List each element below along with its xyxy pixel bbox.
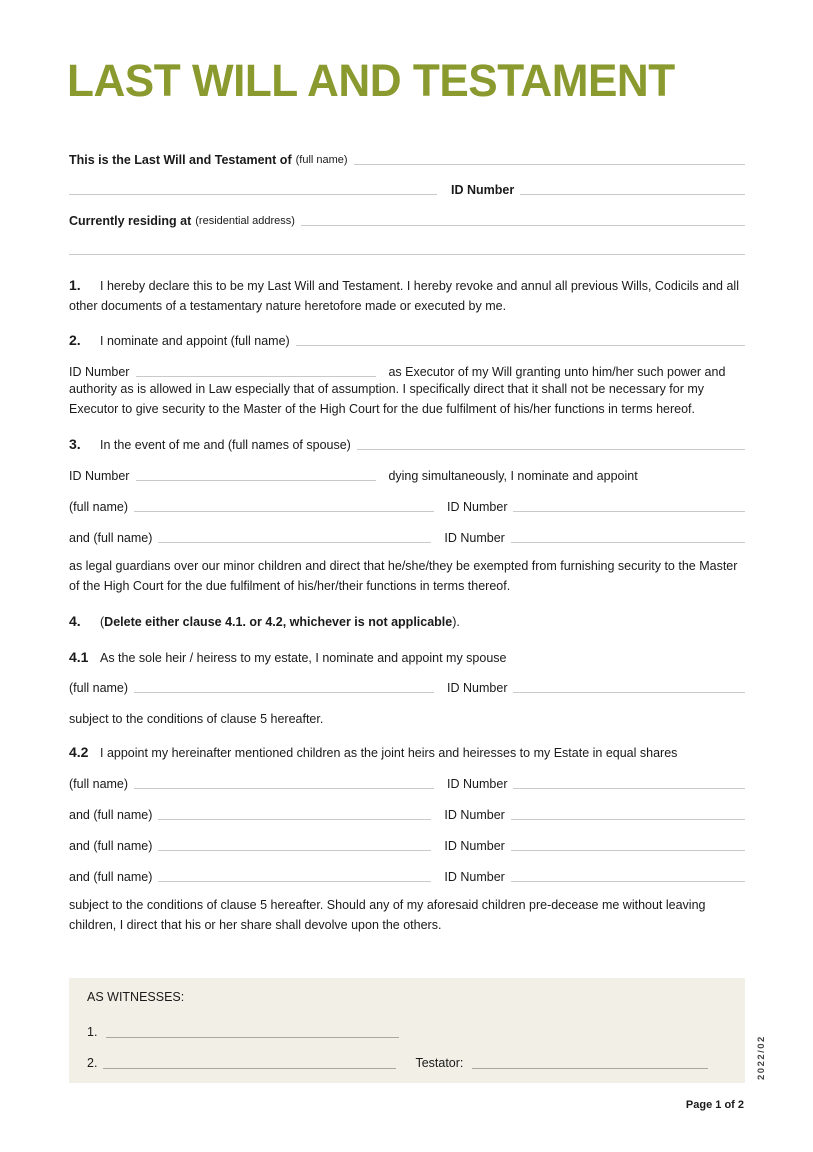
clause-3-number: 3.	[69, 436, 81, 452]
testator-name-field[interactable]	[354, 163, 745, 165]
guardian-1-row	[69, 497, 745, 513]
executor-name-field[interactable]	[296, 344, 745, 346]
guardian-2-row	[69, 528, 745, 544]
testator-id-field[interactable]	[520, 193, 745, 195]
clause-1-text: I hereby declare this to be my Last Will and Testament. I hereby revoke and annul all previous Wills, Codicils and all other documents of a testamentary nature heretofore made or executed by me.	[69, 279, 739, 313]
witness-2-label: 2.	[87, 1056, 98, 1070]
child-id-field[interactable]	[513, 787, 745, 789]
guardian-2-id-field[interactable]	[511, 541, 745, 543]
intro-hint: (full name)	[295, 154, 348, 166]
executor-id-row	[69, 362, 745, 378]
residence-row-2	[69, 240, 745, 256]
clause-4-close: ).	[452, 614, 460, 629]
guardian-1-label: (full name)	[69, 499, 129, 514]
executor-after-id: as Executor of my Will granting unto him/her such power and	[388, 364, 726, 379]
witness-2-signature-field[interactable]	[103, 1067, 396, 1069]
guardian-2-name-field[interactable]	[158, 541, 431, 543]
clause-2-row	[69, 331, 745, 347]
witness-2-row	[87, 1054, 708, 1070]
child-name-field[interactable]	[158, 849, 431, 851]
clause-1-number: 1.	[69, 277, 81, 293]
clause-4-1-text: As the sole heir / heiress to my estate, I nominate and appoint my spouse	[100, 650, 507, 665]
child-row	[69, 774, 745, 790]
witness-heading: AS WITNESSES:	[87, 990, 185, 1004]
child-id-label: ID Number	[444, 869, 505, 884]
child-id-label: ID Number	[447, 776, 508, 791]
child-row	[69, 836, 745, 852]
child-name-label: (full name)	[69, 776, 129, 791]
testator-label: Testator:	[415, 1056, 464, 1070]
child-name-field[interactable]	[134, 787, 434, 789]
child-name-label: and (full name)	[69, 807, 153, 822]
page-number: Page 1 of 2	[685, 1099, 744, 1111]
child-name-field[interactable]	[158, 818, 431, 820]
spouse-id-row	[69, 466, 745, 482]
child-id-label: ID Number	[444, 807, 505, 822]
child-row	[69, 867, 745, 883]
heir-spouse-id-field[interactable]	[513, 691, 745, 693]
testator-id-row	[69, 180, 745, 196]
residence-field-2[interactable]	[69, 253, 745, 255]
spouse-name-field[interactable]	[357, 448, 745, 450]
clause-4-2-closing: subject to the conditions of clause 5 hereafter. Should any of my aforesaid children pre-decease me without leaving children, I direct that his or her share shall devolve upon the others.	[69, 898, 706, 932]
child-name-field[interactable]	[158, 880, 431, 882]
heir-spouse-name-label: (full name)	[69, 680, 129, 695]
form-version-code: 2022/02	[756, 1035, 767, 1080]
clause-3-closing: as legal guardians over our minor children and direct that he/she/they be exempted from furnishing security to the Master of the High Court for the due fulfilment of his/her/their functions in terms thereof.	[69, 559, 738, 593]
clause-2-continuation: authority as is allowed in Law especially that of assumption. I specifically direct that it shall not be necessary for my Executor to give security to the Master of the High Court for the due fulfilment of his/her functions in terms hereof.	[69, 382, 705, 416]
heir-spouse-name-field[interactable]	[134, 691, 434, 693]
clause-4-1-closing-row	[69, 709, 745, 725]
clause-4-1-closing: subject to the conditions of clause 5 hereafter.	[69, 711, 324, 726]
witness-heading-row	[87, 988, 184, 1004]
clause-2-lead: I nominate and appoint (full name)	[100, 333, 290, 348]
clause-4-1-row	[69, 648, 745, 664]
testator-name-continuation-field[interactable]	[69, 193, 437, 195]
clause-4-2-row	[69, 743, 745, 759]
heir-spouse-id-label: ID Number	[447, 680, 508, 695]
executor-id-field[interactable]	[136, 375, 376, 377]
residing-hint: (residential address)	[195, 215, 295, 227]
child-name-label: and (full name)	[69, 838, 153, 853]
residence-field[interactable]	[301, 224, 745, 226]
spouse-id-label: ID Number	[69, 468, 130, 483]
spouse-after-id: dying simultaneously, I nominate and appoint	[388, 468, 638, 483]
clause-4-2-number: 4.2	[69, 744, 89, 760]
clause-4-number: 4.	[69, 613, 81, 629]
clause-4-1-number: 4.1	[69, 649, 89, 665]
child-name-label: and (full name)	[69, 869, 153, 884]
child-id-field[interactable]	[511, 849, 745, 851]
child-id-field[interactable]	[511, 818, 745, 820]
document-title: LAST WILL AND TESTAMENT	[67, 55, 675, 106]
residing-label: Currently residing at	[69, 213, 192, 228]
clause-2-number: 2.	[69, 332, 81, 348]
guardian-1-id-field[interactable]	[513, 510, 745, 512]
witness-box	[69, 978, 745, 1083]
witness-1-label: 1.	[87, 1025, 98, 1039]
spouse-id-field[interactable]	[136, 479, 376, 481]
child-id-field[interactable]	[511, 880, 745, 882]
clause-1	[69, 275, 741, 316]
executor-id-label: ID Number	[69, 364, 130, 379]
child-id-label: ID Number	[444, 838, 505, 853]
testator-id-label: ID Number	[451, 182, 515, 197]
clause-4-2-text: I appoint my hereinafter mentioned children as the joint heirs and heiresses to my Estate in equal shares	[100, 745, 678, 760]
clause-4-open: (	[100, 614, 105, 629]
child-row	[69, 805, 745, 821]
clause-3-row	[69, 435, 745, 451]
testator-signature-field[interactable]	[472, 1067, 708, 1069]
heir-spouse-row	[69, 678, 745, 694]
clause-3-lead: In the event of me and (full names of spouse)	[100, 437, 351, 452]
guardian-2-id-label: ID Number	[444, 530, 505, 545]
intro-label: This is the Last Will and Testament of	[69, 152, 292, 167]
witness-1-signature-field[interactable]	[106, 1036, 399, 1038]
guardian-1-name-field[interactable]	[134, 510, 434, 512]
guardian-1-id-label: ID Number	[447, 499, 508, 514]
clause-4-instruction: Delete either clause 4.1. or 4.2, whichever is not applicable	[104, 614, 453, 629]
witness-1-row	[87, 1023, 399, 1039]
guardian-2-label: and (full name)	[69, 530, 153, 545]
residence-row	[69, 211, 745, 227]
testator-name-row	[69, 150, 745, 166]
clause-4-row	[69, 612, 745, 628]
